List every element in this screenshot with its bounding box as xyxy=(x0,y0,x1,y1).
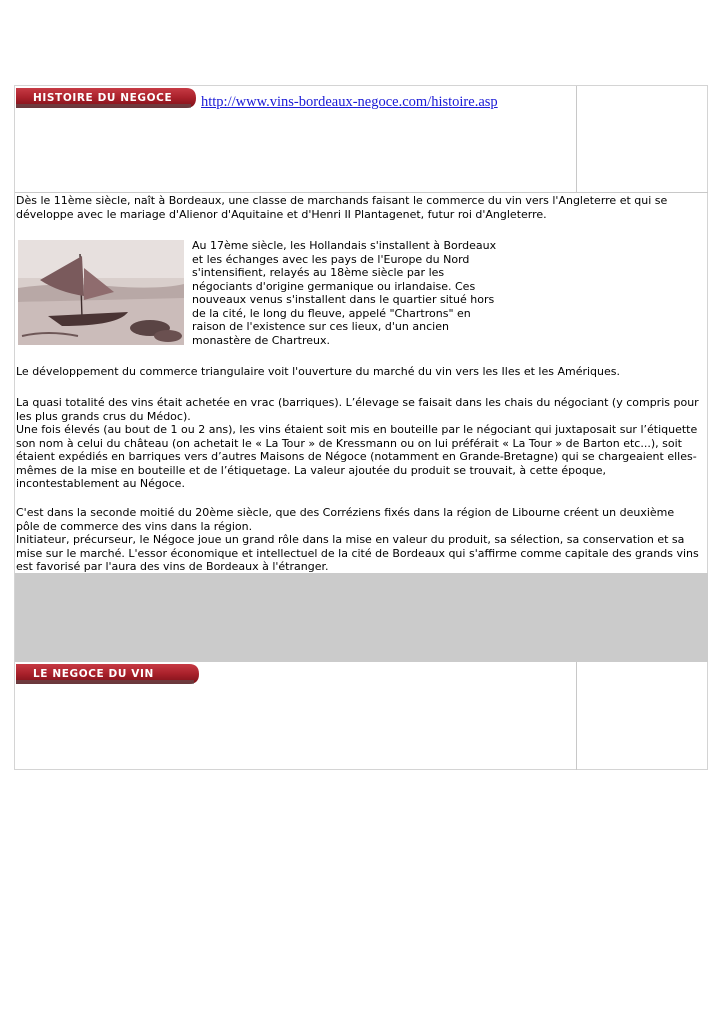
negoce-role-paragraph: Initiateur, précurseur, le Négoce joue un grand rôle dans la mise en valeur du produit, sa sélection, sa conservation et sa mise sur le marché. L'essor économique et intellectuel de la cité de Bordeaux qui s'affirme comme capitale des grands vins est favorisé par l'aura des vins de Bordeaux à l'étranger. xyxy=(16,533,699,573)
bulk-wine-paragraph: La quasi totalité des vins était achetée en vrac (barriques). L’élevage se faisait dans les chais du négociant (y compris pour les plus grands crus du Médoc). xyxy=(16,396,699,423)
header-row-divider xyxy=(15,192,708,193)
negoce-banner xyxy=(16,664,199,684)
triangular-trade-paragraph: Le développement du commerce triangulaire voit l'ouverture du marché du vin vers les Iles et les Amériques. xyxy=(16,365,620,378)
bottling-paragraph: Une fois élevés (au bout de 1 ou 2 ans), les vins étaient soit mis en bouteille par le négociant qui juxtaposait sur l’étiquette son nom à celui du château (on achetait le « La Tour » de Kressmann ou on lui préférait « La Tour » de Barton etc...), soit étaient expédiés en barriques vers d’autres Maisons de Négoce (notamment en Grande-Bretagne) qui se chargeaient elles-mêmes de la mise en bouteille et de l’étiquetage. La valeur ajoutée du produit se trouvait, à cette époque, incontestablement au Négoce. xyxy=(16,423,698,490)
negoce-banner-title: LE NEGOCE DU VIN xyxy=(33,668,154,680)
chartrons-harbor-engraving xyxy=(18,240,184,345)
intro-paragraph: Dès le 11ème siècle, naît à Bordeaux, une classe de marchands faisant le commerce du vin vers l'Angleterre et qui se développe avec le mariage d'Alienor d'Aquitaine et d'Henri II Plantagenet, futur roi d'Angleterre. xyxy=(16,194,668,221)
libourne-paragraph: C'est dans la seconde moitié du 20ème siècle, que des Corréziens fixés dans la région de Libourne créent un deuxième pôle de commerce des vins dans la région. xyxy=(16,506,675,533)
dutch-merchants-paragraph: Au 17ème siècle, les Hollandais s'installent à Bordeaux et les échanges avec les pays de l'Europe du Nord s'intensifient, relayés au 18ème siècle par les négociants d'origine germanique ou irlandaise. Ces nouveaux venus s'installent dans le quartier situé hors de la cité, le long du fleuve, appelé "Chartrons" en raison de l'existence sur ces lieux, d'un ancien monastère de Chartreux. xyxy=(192,239,497,347)
history-banner xyxy=(16,88,196,108)
right-column-divider-top xyxy=(576,86,577,192)
grey-separator-band xyxy=(15,573,708,662)
history-banner-title: HISTOIRE DU NEGOCE xyxy=(33,92,173,104)
right-column-divider-bottom xyxy=(576,662,577,770)
history-source-link[interactable]: http://www.vins-bordeaux-negoce.com/histoire.asp xyxy=(201,94,498,110)
